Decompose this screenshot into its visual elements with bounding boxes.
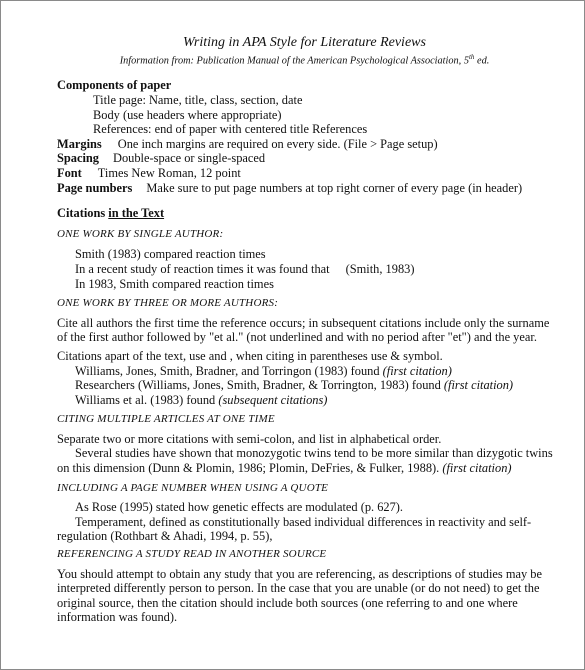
example-paragraph: Temperament, defined as constitutionally based individual differences in reactivity and self-regulation (Rothbart & Ahadi, 1994, p. 55), bbox=[57, 514, 532, 544]
spacing-text: Double-space or single-spaced bbox=[113, 151, 266, 166]
example-note: (first citation) bbox=[443, 378, 514, 393]
example-citation: (Smith, 1983) bbox=[345, 261, 415, 276]
citations-heading-start: Citations bbox=[57, 206, 109, 221]
example-line bbox=[57, 364, 562, 379]
example-text: In a recent study of reaction times it was found that bbox=[75, 261, 330, 276]
font-label: Font bbox=[57, 165, 82, 180]
paragraph: Cite all authors the first time the reference occurs; in subsequent citations include only the surname of the first author followed by "et al." (not underlined and with no period after "et") and the year. bbox=[57, 315, 550, 345]
example-text: Williams et al. (1983) found bbox=[75, 392, 219, 407]
spacing-label: Spacing bbox=[57, 151, 100, 166]
spacing-line bbox=[57, 151, 562, 166]
citations-heading bbox=[57, 206, 562, 221]
example-line bbox=[57, 393, 562, 408]
components-item: Title page: Name, title, class, section, date bbox=[93, 93, 303, 108]
example-line bbox=[57, 378, 562, 393]
section-label-single-author: ONE WORK BY SINGLE AUTHOR: bbox=[57, 227, 224, 240]
font-text: Times New Roman, 12 point bbox=[97, 165, 241, 180]
example-paragraph bbox=[57, 446, 562, 475]
page-numbers-line bbox=[57, 181, 562, 196]
page-numbers-text: Make sure to put page numbers at top right corner of every page (in header) bbox=[146, 180, 523, 195]
example-text: Researchers (Williams, Jones, Smith, Bradner, & Torrington, 1983) found bbox=[75, 378, 444, 393]
example-note: (first citation) bbox=[442, 461, 512, 476]
components-item: References: end of paper with centered title References bbox=[93, 122, 368, 137]
font-line bbox=[57, 166, 562, 181]
paragraph: Separate two or more citations with semi-colon, and list in alphabetical order. bbox=[57, 431, 442, 446]
document-title: Writing in APA Style for Literature Reviews bbox=[183, 35, 426, 50]
example-line: Smith (1983) compared reaction times bbox=[75, 247, 266, 262]
subtitle-end: ed. bbox=[474, 55, 490, 67]
margins-label: Margins bbox=[57, 136, 102, 151]
subtitle-text: Information from: Publication Manual of the American Psychological Association, 5 bbox=[119, 55, 469, 67]
example-text: Several studies have shown that monozygotic twins tend to be more similar than dizygotic twins on this dimension (Dunn & Plomin, 1986; Plomin, DeFries, & Fulker, 1988). bbox=[57, 446, 553, 476]
example-note: (first citation) bbox=[382, 363, 452, 378]
paragraph: You should attempt to obtain any study that you are referencing, as descriptions of studies may be interpreted differently person to person. In the case that you are unable (or do not need) to get the original source, then the citation should include both sources (one referring to and one where information was found). bbox=[57, 566, 542, 625]
subtitle-superscript: th bbox=[468, 53, 475, 61]
margins-line bbox=[57, 137, 562, 152]
page-numbers-label: Page numbers bbox=[57, 180, 133, 195]
example-note: (subsequent citations) bbox=[218, 392, 328, 407]
example-line bbox=[57, 262, 562, 277]
document-page bbox=[57, 34, 562, 625]
section-label-multiple: CITING MULTIPLE ARTICLES AT ONE TIME bbox=[57, 413, 275, 426]
section-label-another-source: REFERENCING A STUDY READ IN ANOTHER SOURCE bbox=[57, 548, 327, 561]
section-label-page-number: INCLUDING A PAGE NUMBER WHEN USING A QUOTE bbox=[57, 481, 329, 494]
components-heading: Components of paper bbox=[57, 78, 172, 93]
components-item: Body (use headers where appropriate) bbox=[93, 107, 282, 122]
section-label-three-authors: ONE WORK BY THREE OR MORE AUTHORS: bbox=[57, 297, 279, 310]
example-line: In 1983, Smith compared reaction times bbox=[75, 276, 274, 291]
example-line: As Rose (1995) stated how genetic effects are modulated (p. 627). bbox=[75, 500, 404, 515]
paragraph: Citations apart of the text, use and , when citing in parentheses use & symbol. bbox=[57, 348, 443, 363]
document-subtitle bbox=[47, 51, 562, 67]
example-text: Williams, Jones, Smith, Bradner, and Torringon (1983) found bbox=[75, 363, 383, 378]
margins-text: One inch margins are required on every side. (File > Page setup) bbox=[117, 136, 438, 151]
citations-heading-underlined: in the Text bbox=[108, 206, 165, 221]
